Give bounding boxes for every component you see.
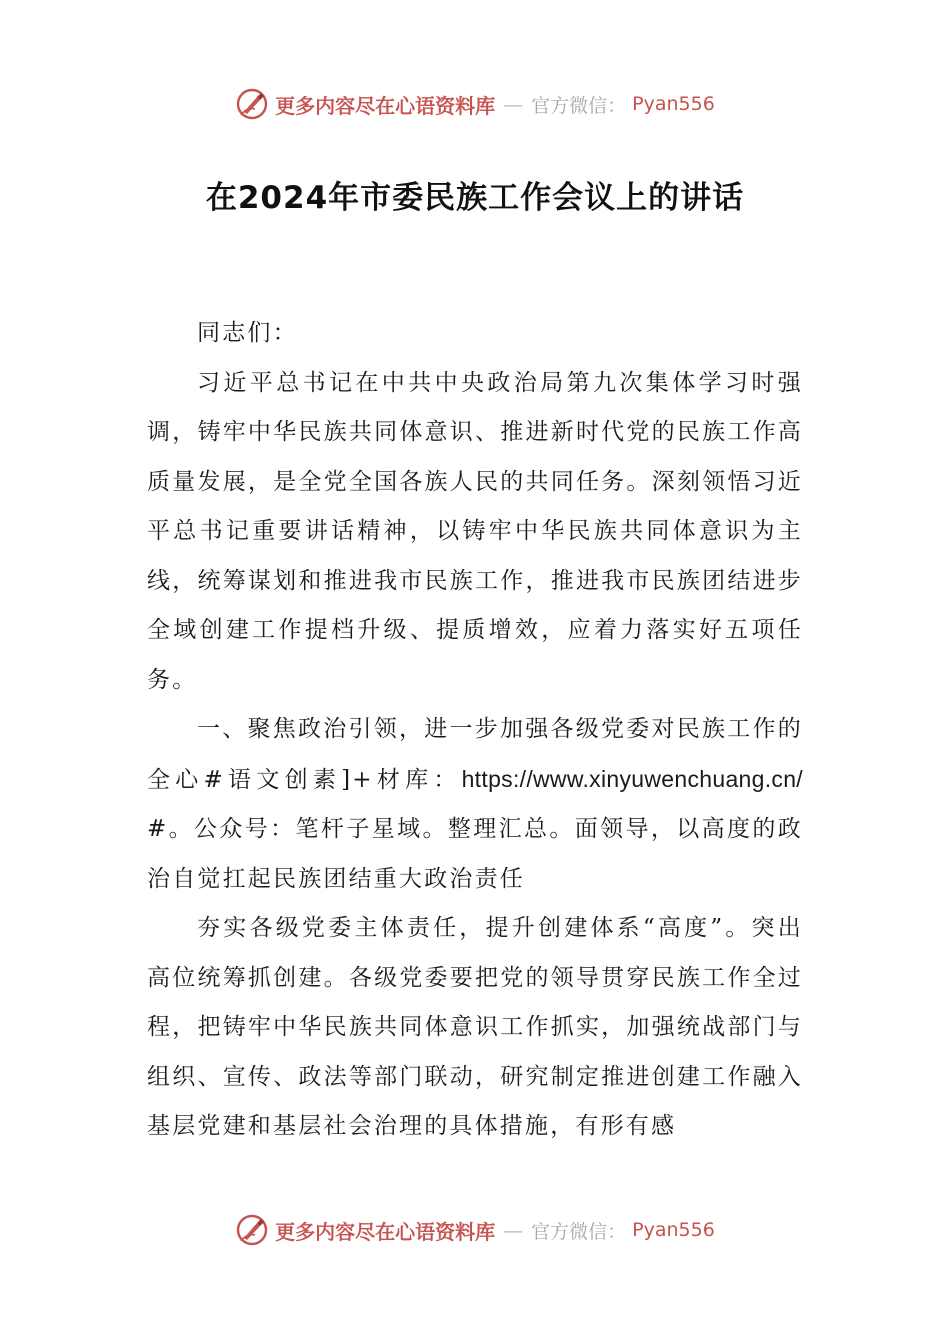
- watermark-wechat-id: Pyan556: [632, 93, 715, 115]
- pen-logo-icon: [235, 1213, 269, 1247]
- watermark-text: 更多内容尽在心语资料库: [275, 1219, 496, 1244]
- watermark-dash: —: [503, 1218, 524, 1242]
- paragraph-2-text-a: 一、聚焦政治引领，进一步加强各级党委对民族工作的全心#语文创素]+材库：: [147, 716, 803, 793]
- paragraph-2-text-b: #。公众号：笔杆子星域。整理汇总。面领导，以高度的政治自觉扛起民族团结重大政治责任: [147, 816, 803, 892]
- watermark-header: [0, 84, 950, 124]
- watermark-text: 更多内容尽在心语资料库: [275, 93, 496, 118]
- watermark-wechat-id: Pyan556: [632, 1219, 715, 1241]
- watermark-wechat-label: 官方微信：: [531, 1220, 627, 1243]
- paragraph-2: [147, 705, 803, 904]
- watermark-wechat-label: 官方微信：: [531, 94, 627, 117]
- salutation: 同志们：: [197, 320, 298, 346]
- source-url-link[interactable]: https://www.xinyuwenchuang.cn/: [461, 765, 803, 792]
- document-title: 在2024年市委民族工作会议上的讲话: [205, 180, 745, 216]
- pen-logo-icon: [235, 87, 269, 121]
- document-body: [147, 309, 803, 1152]
- paragraph-3: 夯实各级党委主体责任，提升创建体系“高度”。突出高位统筹抓创建。各级党委要把党的领导贯穿民族工作全过程，把铸牢中华民族共同体意识工作抓实，加强统战部门与组织、宣传、政法等部门联动，研究制定推进创建工作融入基层党建和基层社会治理的具体措施，有形有感: [147, 915, 803, 1139]
- watermark-footer: [0, 1210, 950, 1250]
- paragraph-1: 习近平总书记在中共中央政治局第九次集体学习时强调，铸牢中华民族共同体意识、推进新时代党的民族工作高质量发展，是全党全国各族人民的共同任务。深刻领悟习近平总书记重要讲话精神，以铸牢中华民族共同体意识为主线，统筹谋划和推进我市民族工作，推进我市民族团结进步全域创建工作提档升级、提质增效，应着力落实好五项任务。: [147, 369, 803, 693]
- watermark-dash: —: [503, 92, 524, 116]
